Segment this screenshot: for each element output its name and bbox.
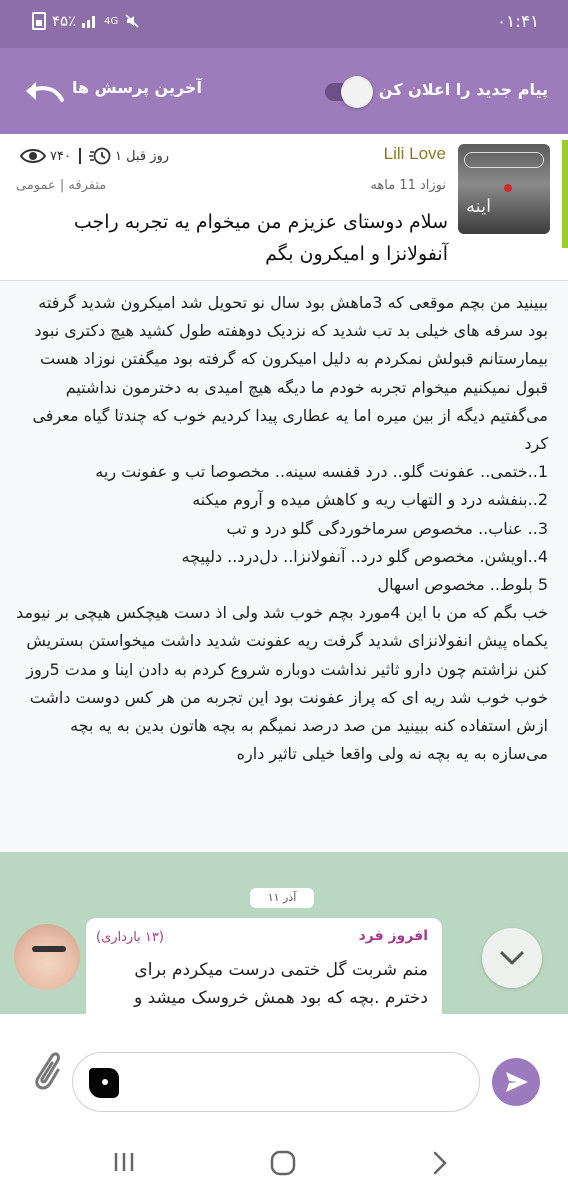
mute-icon xyxy=(124,13,140,29)
notify-label: پیام جدید را اعلان کن xyxy=(378,80,548,99)
toggle-knob xyxy=(341,76,373,108)
author-avatar[interactable] xyxy=(458,144,550,234)
baby-age: نوزاد 11 ماهه xyxy=(370,178,446,193)
reply-text: منم شربت گل ختمی درست میکردم برای دخترم .بچه که بود همش خروسک میشد و xyxy=(133,960,428,1008)
status-icons xyxy=(32,12,140,30)
home-icon[interactable] xyxy=(270,1150,296,1176)
reply-bubble[interactable] xyxy=(86,918,442,1028)
input-sticker xyxy=(89,1068,119,1098)
signal-icon xyxy=(82,14,98,28)
back-arrow-icon[interactable] xyxy=(22,78,66,106)
avatar-decoration xyxy=(464,152,544,168)
recent-apps-icon[interactable] xyxy=(112,1150,136,1174)
question-header xyxy=(0,134,568,281)
time-ago: ۱ روز قبل xyxy=(114,148,170,164)
question-category: متفرقه | عمومی xyxy=(16,178,107,193)
composer xyxy=(0,1014,568,1124)
paperclip-icon[interactable] xyxy=(28,1048,62,1094)
system-nav-bar xyxy=(0,1124,568,1200)
chevron-down-icon xyxy=(482,928,542,988)
avatar-text: اینه xyxy=(466,196,492,217)
battery-icon xyxy=(32,12,46,30)
clock: ۰۱:۴۱ xyxy=(497,12,540,32)
notify-toggle[interactable] xyxy=(323,75,375,107)
reply-avatar[interactable] xyxy=(14,924,80,990)
app-header xyxy=(0,48,568,134)
author-name[interactable]: Lili Love xyxy=(383,144,446,163)
back-icon[interactable] xyxy=(430,1150,450,1176)
send-icon xyxy=(492,1058,540,1106)
avatar-rose xyxy=(504,184,512,192)
chat-area[interactable] xyxy=(0,852,568,1014)
question-title: سلام دوستای عزیزم من میخوام یه تجربه راجب آنفولانزا و امیکرون بگم xyxy=(73,211,448,265)
status-bar xyxy=(0,0,568,48)
message-input[interactable] xyxy=(72,1052,480,1112)
question-text: ببینید من بچم موقعی که 3ماهش بود سال نو تحویل شد امیکرون شدید گرفته بود سرفه های خیلی بد تب شدید که نزدیک دوهفته طول کشید هیچ دکتری نبود بیمارستانم قبولش نمکردم به دلیل امیکرون که گرفته بود میگفتن نوزاد هست قبول نمیکنیم میخوام تجربه خودم ما دیگه هیچ امیدی به دخترمون نداشتیم می‌گفتیم دیگه از بین میره اما یه عطاری پیدا کردیم خوب که چندتا گیاه معرفی کرد 1..ختمی.. عفونت گلو.. درد قفسه سینه.. مخصوصا تب و عفونت ریه 2..بنفشه درد و التهاب ریه و کاهش میده و آروم میکنه 3.. عناب.. مخصوص سرماخوردگی گلو درد و تب 4..اویشن. مخصوص گلو درد.. آنفولانزا.. دل‌درد.. دلپیچه 5 بلوط.. مخصوص اسهال خب بگم که من با این 4مورد بچم خوب شد ولی اذ دست هیچکس هیچی بر نیومد یکماه پیش انفولانزای شدید گرفت ریه عفونت شدید داشت میخواستن بستریش کنن نزاشتم چون دارو ثاثیر نداشت دوباره شروع کردم به دادن اینا و مدت 5روز خوب خوب شد ریه ای که پراز عفونت بود این تجربه من هر کس دوست داشت ازش استفاده کنه ببینید من صد درصد نمیگم به بچه هاتون بدین به یه بچه می‌سازه به یه بچه نه ولی واقعا خیلی تاثیر داره xyxy=(16,293,548,764)
send-button[interactable] xyxy=(492,1058,540,1106)
view-count: ۷۴۰ xyxy=(50,148,71,164)
reply-pregnancy: (۱۳ بارداری) xyxy=(96,930,164,945)
reply-author[interactable]: افروز فرد xyxy=(358,928,428,944)
question-meta xyxy=(20,146,169,166)
question-body xyxy=(0,281,568,852)
meta-divider xyxy=(79,148,81,164)
clock-icon xyxy=(89,146,111,166)
battery-level: ۴۵٪ xyxy=(52,12,77,30)
last-questions-button[interactable]: آخرین پرسش ها xyxy=(72,78,202,97)
network-type: 4G xyxy=(104,15,119,27)
accent-bar xyxy=(562,140,568,248)
date-chip: ۱۱ آذر xyxy=(250,888,314,908)
scroll-down-button[interactable] xyxy=(482,928,542,988)
avatar-band xyxy=(32,946,66,952)
eye-icon xyxy=(20,147,46,165)
